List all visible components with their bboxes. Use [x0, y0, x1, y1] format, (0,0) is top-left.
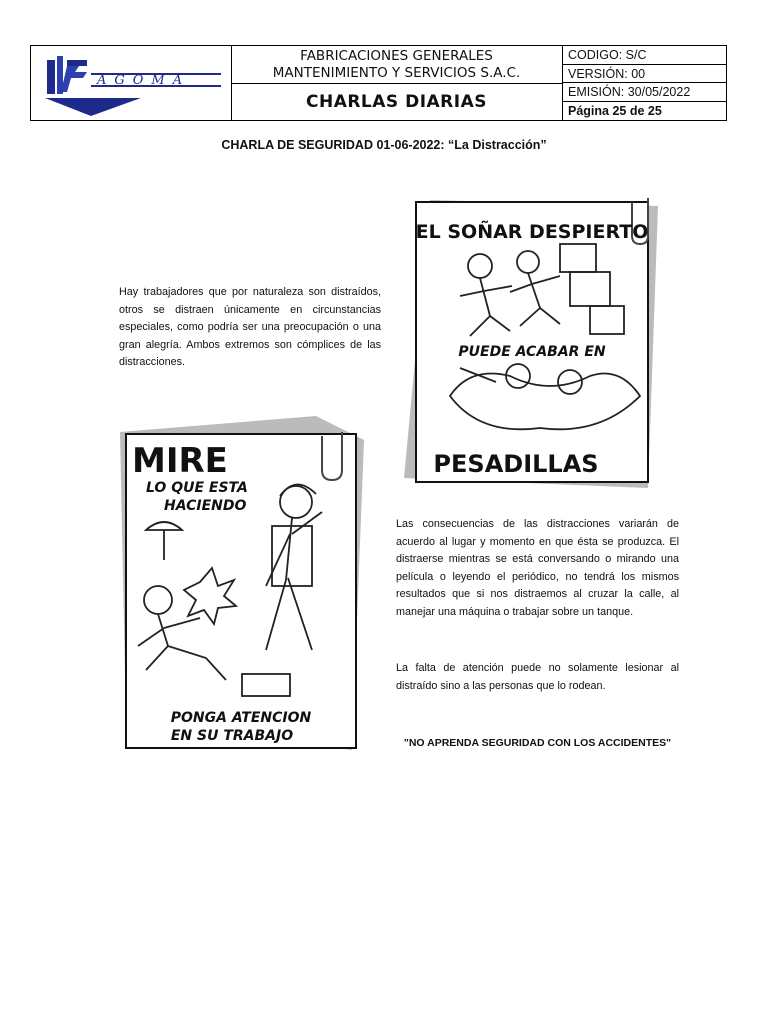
logo-wordmark: AGOMA: [97, 73, 191, 88]
talk-title: CHARLA DE SEGURIDAD 01-06-2022: “La Distracción”: [221, 138, 547, 152]
version-field: VERSIÓN: 00: [562, 65, 726, 84]
paragraph-intro: Hay trabajadores que por naturaleza son distraídos, otros se distraen únicamente en circunstancias especiales, como podría ser una preocupación o una gran alegría. Ambos extremos son cómplices de las distracciones.: [119, 286, 381, 369]
paragraph-attention: La falta de atención puede no solamente lesionar al distraído sino a las personas que lo rodean.: [396, 662, 679, 692]
company-logo: [31, 46, 232, 120]
poster2-line3: HACIENDO: [164, 498, 247, 514]
emision-field: EMISIÓN: 30/05/2022: [562, 83, 726, 102]
company-line2: MANTENIMIENTO Y SERVICIOS S.A.C.: [272, 65, 521, 81]
company-line1: FABRICACIONES GENERALES: [300, 48, 493, 64]
poster1-line3: PESADILLAS: [433, 450, 599, 478]
poster2-line1: MIRE: [132, 441, 228, 481]
document-title: CHARLAS DIARIAS: [305, 92, 487, 112]
poster-daydreaming: [400, 196, 662, 492]
pagina-field: Página 25 de 25: [568, 103, 662, 118]
document-meta: [562, 46, 726, 120]
poster2-line4: PONGA ATENCION: [170, 710, 312, 726]
paragraph-consequences: Las consecuencias de las distracciones variarán de acuerdo al lugar y momento en que ésta se produzca. El distraerse mientras se está conversando o mirando una película o leyendo el periódico, no tendrá los mismos resultados que si nos distraemos al cruzar la calle, al manejar una máquina o trabajar sobre un tanque.: [396, 518, 679, 618]
codigo-field: CODIGO: S/C: [562, 46, 726, 65]
poster-mire: [116, 410, 368, 754]
poster1-line1: EL SOÑAR DESPIERTO: [415, 221, 649, 243]
company-name: [231, 46, 562, 84]
poster2-line2: LO QUE ESTA: [146, 480, 248, 496]
document-header: [30, 45, 727, 121]
poster1-line2: PUEDE ACABAR EN: [458, 344, 606, 360]
poster2-line5: EN SU TRABAJO: [170, 728, 294, 744]
closing-quote: "NO APRENDA SEGURIDAD CON LOS ACCIDENTES": [403, 737, 672, 749]
